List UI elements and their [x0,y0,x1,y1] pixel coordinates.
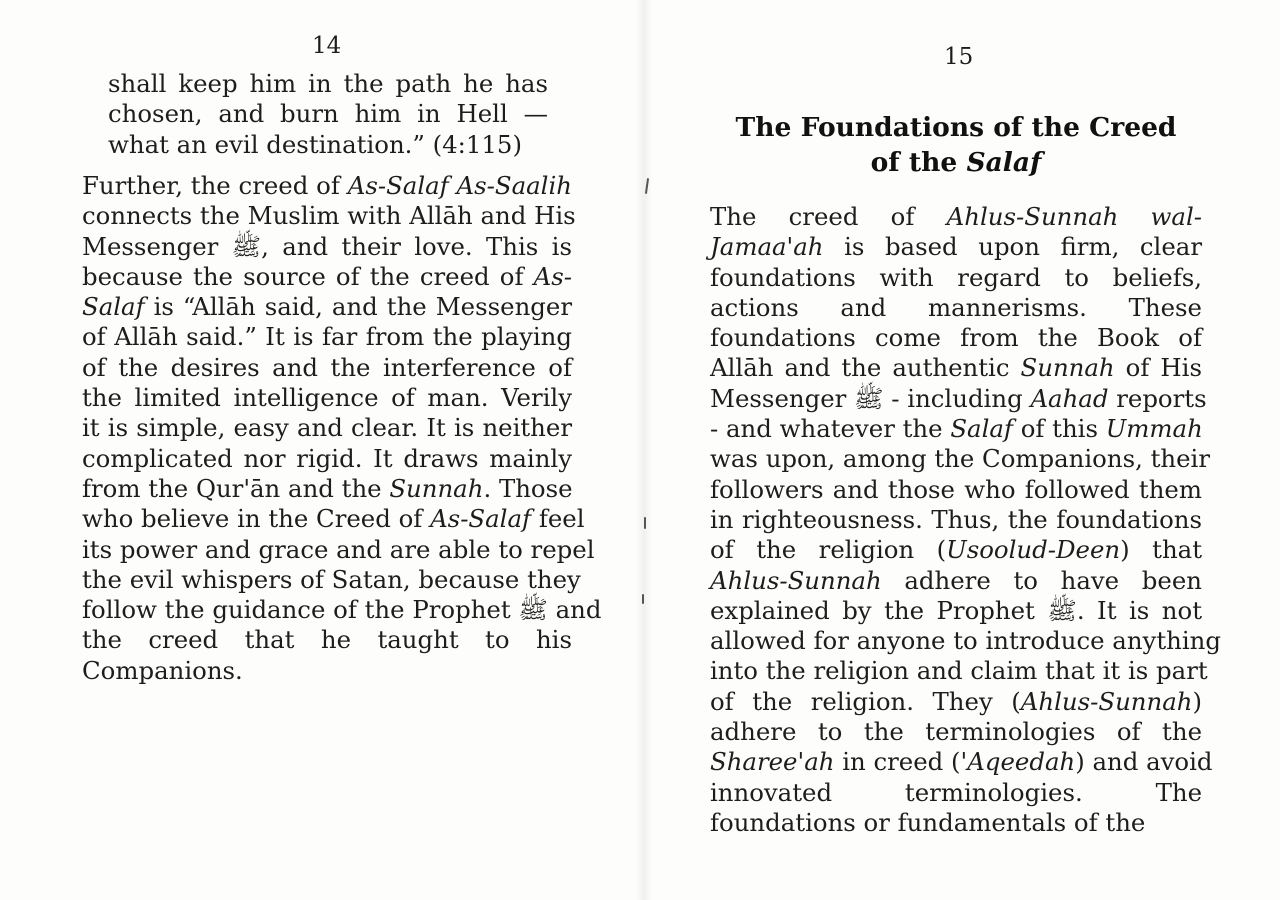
text-line [710,717,1202,747]
text-run: ) and avoid [1075,747,1213,777]
text-line [82,564,581,595]
italic-run: Sunnah [389,473,484,503]
text-run: The creed of [710,202,947,231]
text-run: Messenger ﷺ, and their love. This is [82,231,572,261]
text-run: of the religion ( [710,535,947,565]
text-run: its power and grace and are able to repel [82,534,595,564]
text-line [710,232,1202,262]
text-line [710,202,1202,232]
italic-run: Sharee'ah [710,747,835,777]
text-run: explained by the Prophet ﷺ. It is not [710,595,1202,625]
text-line [108,130,548,160]
text-run: of this [1012,414,1106,444]
italic-run: Ahlus-Sunnah [710,565,882,595]
text-run: of His [1114,353,1202,383]
italic-run: Sunnah [1020,353,1115,383]
heading-line: The Foundations of the Creed [735,112,1177,143]
text-line [82,504,585,534]
text-run: ) [1192,686,1202,716]
text-run: follow the guidance of the Prophet ﷺ and [82,595,602,625]
text-run: Messenger ﷺ - including [710,383,1031,413]
heading-italic: Salaf [966,147,1042,178]
text-run: in creed ( [834,747,961,777]
text-line [710,505,1202,535]
text-line [710,626,1221,656]
book-gutter [636,0,652,900]
text-line [710,414,1202,444]
text-run: complicated nor rigid. It draws mainly [82,443,572,473]
text-run: . Those [483,473,573,503]
text-line [82,534,595,565]
italic-run: Jamaa'ah [710,232,824,262]
heading-line [710,145,1202,180]
italic-run: Salaf [950,414,1013,444]
text-run: of the religion. They ( [710,686,1021,716]
text-line [82,474,572,504]
text-line [710,323,1202,353]
italic-run: 'Aqeedah [960,747,1076,777]
text-line [710,656,1208,686]
text-run: of Allāh said.” It is far from the playing [82,322,572,352]
text-line [82,413,572,443]
text-run: from the Qur'ān and the [82,473,390,503]
italic-run: As-Salaf As-Saalih [347,171,572,200]
text-run: foundations come from the Book of [710,323,1202,353]
page-number: 14 [312,33,342,59]
text-run: foundations or fundamentals of the [710,807,1146,837]
text-line [82,595,602,625]
text-run: followers and those who followed them [710,474,1202,504]
text-line [82,656,572,686]
text-line [710,566,1202,596]
text-run: chosen, and burn him in Hell — [108,99,548,129]
text-line [710,687,1202,717]
text-line [82,232,572,262]
text-line [82,353,572,383]
text-run: Further, the creed of [82,171,348,200]
italic-run: Ummah [1105,414,1203,444]
text-line [82,625,572,655]
text-line [710,444,1210,474]
italic-run: Ahlus-Sunnah wal- [946,202,1203,231]
text-line [82,262,572,292]
text-run: shall keep him in the path he has [108,69,548,98]
text-run: - and whatever the [710,414,951,444]
text-line [710,596,1202,626]
text-run: the creed that he taught to his [82,625,572,655]
text-run: it is simple, easy and clear. It is neither [82,413,572,443]
text-run: innovated terminologies. The [710,777,1202,807]
italic-run: As- [533,261,572,291]
text-run: Companions. [82,655,243,685]
text-line [82,292,572,322]
text-run: allowed for anyone to introduce anything [710,626,1221,656]
body-paragraph [82,171,602,686]
chapter-heading [710,110,1202,180]
body-paragraph [710,202,1221,838]
text-run: what an evil destination.” (4:115) [108,129,522,159]
text-run: Allāh and the authentic [710,353,1021,383]
text-line [108,69,548,99]
italic-run: Aahad [1030,383,1109,413]
text-run: feel [531,504,585,534]
text-line [710,475,1202,505]
text-run: who believe in the Creed of [82,504,431,534]
text-run: is based upon firm, clear [823,232,1202,262]
italic-run: As-Salaf [430,504,532,534]
text-line [710,293,1202,323]
text-line [710,778,1202,808]
italic-run: Usoolud-Deen [946,535,1121,565]
text-run: was upon, among the Companions, their [710,444,1210,474]
text-line [82,322,572,352]
text-run: foundations with regard to beliefs, [710,262,1202,292]
text-line [710,353,1202,383]
text-line [710,808,1202,838]
page-number: 15 [944,44,974,70]
text-line [82,444,572,474]
text-line [710,747,1213,777]
text-run: the evil whispers of Satan, because they [82,564,581,594]
text-line [108,99,548,129]
text-run: connects the Muslim with Allāh and His [82,201,576,231]
heading-text: of the [870,147,967,178]
text-run: reports [1108,383,1207,413]
text-line [82,201,576,231]
text-line [710,535,1202,565]
text-run: of the desires and the interference of [82,352,572,382]
text-run: into the religion and claim that it is part [710,656,1208,686]
text-line [710,263,1202,293]
quote-block [108,69,548,160]
text-line [82,383,572,413]
italic-run: Ahlus-Sunnah [1020,686,1193,716]
text-line [82,171,572,201]
text-run: the limited intelligence of man. Verily [82,383,572,413]
text-run: actions and mannerisms. These [710,292,1202,322]
margin-mark [642,594,644,604]
text-run: adhere to the terminologies of the [710,717,1202,747]
text-run: because the source of the creed of [82,261,534,291]
margin-mark [644,517,646,529]
text-run: is “Allāh said, and the Messenger [144,292,572,322]
text-run: in righteousness. Thus, the foundations [710,504,1202,534]
text-run: ) that [1120,535,1202,565]
italic-run: Salaf [82,292,145,322]
text-run: adhere to have been [881,565,1202,595]
text-line [710,383,1207,414]
